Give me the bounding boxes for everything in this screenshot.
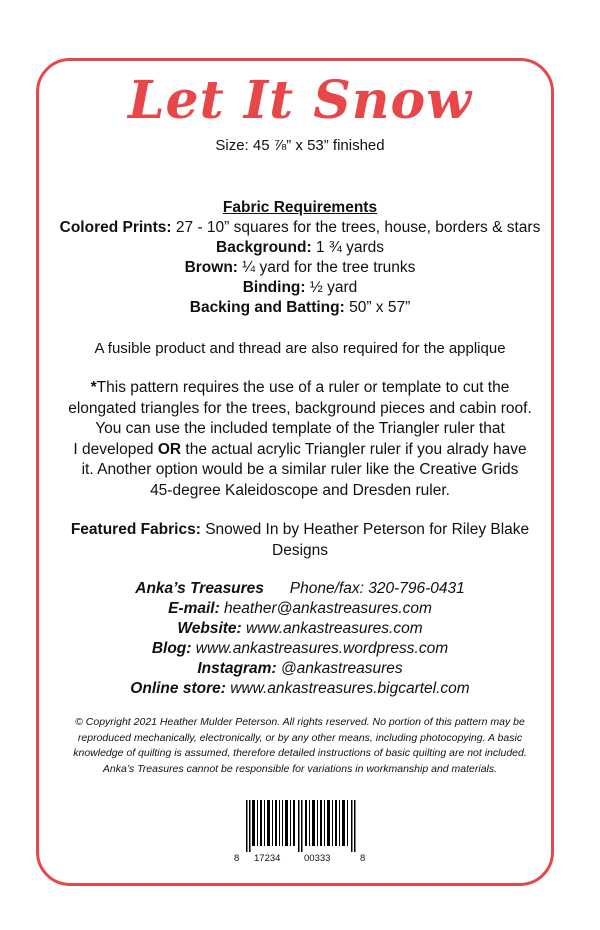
email-link[interactable]: heather@ankastreasures.com (219, 600, 432, 617)
featured-value: Snowed In by Heather Peterson for Riley Blake (200, 521, 530, 538)
ruler-note-line: You can use the included template of the Triangler ruler that (95, 420, 505, 437)
requirement-label: Background: (216, 239, 312, 256)
phone: Phone/fax: 320-796-0431 (289, 580, 465, 597)
ruler-note-line (0, 440, 600, 461)
instagram-label: Instagram: (197, 660, 277, 677)
ruler-note-line (0, 378, 600, 399)
requirement-label: Binding: (242, 279, 306, 296)
ruler-note-text: This pattern requires the use of a ruler or template to cut the (96, 379, 510, 396)
requirement-label: Backing and Batting: (189, 299, 345, 316)
fabric-requirements-heading: Fabric Requirements (222, 199, 378, 216)
ruler-note-line: 45-degree Kaleidoscope and Dresden ruler. (150, 481, 450, 499)
size-line: Size: 45 ⅞” x 53” finished (215, 137, 385, 154)
copyright-line: knowledge of quilting is assumed, therefore detailed instructions of basic quilting are not included. (73, 747, 527, 759)
requirement-value: 1 ¾ yards (311, 239, 384, 256)
requirement-brown (0, 259, 600, 277)
barcode-stripes (246, 800, 356, 852)
requirement-binding (0, 279, 600, 297)
requirement-value: 27 - 10” squares for the trees, house, borders & stars (171, 219, 541, 236)
ruler-note (0, 378, 600, 501)
ruler-note-line: it. Another option would be a similar ruler like the Creative Grids (81, 461, 519, 478)
email-label: E-mail: (168, 600, 220, 617)
featured-fabrics (0, 520, 600, 561)
requirement-value: 50” x 57” (344, 299, 411, 316)
contact-website (0, 620, 600, 638)
requirement-background (0, 239, 600, 257)
store-link[interactable]: www.ankastreasures.bigcartel.com (225, 680, 470, 697)
blog-link[interactable]: www.ankastreasures.wordpress.com (191, 640, 449, 657)
requirement-backing (0, 299, 600, 317)
requirement-label: Colored Prints: (59, 219, 172, 236)
or-emphasis: OR (157, 440, 182, 458)
contact-blog (0, 640, 600, 658)
company-name: Anka’s Treasures (135, 580, 264, 597)
barcode-digit-left: 8 (234, 853, 240, 864)
barcode-bars (246, 800, 356, 852)
ruler-note-line: elongated triangles for the trees, background pieces and cabin roof. (68, 399, 532, 417)
website-link[interactable]: www.ankastreasures.com (241, 620, 423, 637)
featured-label: Featured Fabrics: (70, 521, 201, 538)
featured-line: Designs (272, 541, 328, 559)
copyright-line: Anka’s Treasures cannot be responsible for variations in workmanship and materials. (102, 762, 498, 775)
featured-line (0, 520, 600, 541)
barcode-group-1: 17234 (254, 853, 281, 864)
contact-company (0, 580, 600, 598)
store-label: Online store: (130, 680, 226, 697)
copyright-notice (0, 715, 600, 777)
contact-instagram (0, 660, 600, 678)
requirement-label: Brown: (184, 259, 238, 276)
instagram-link[interactable]: @ankastreasures (276, 660, 403, 677)
barcode-group-2: 00333 (304, 853, 331, 864)
contact-email (0, 600, 600, 618)
ruler-note-text: the actual acrylic Triangler ruler if you alrady have (181, 440, 527, 458)
contact-store (0, 680, 600, 698)
website-label: Website: (177, 620, 242, 637)
copyright-line: reproduced mechanically, electronically, or by any other means, including photocopying. A basic (77, 731, 523, 744)
requirement-value: ½ yard (305, 279, 358, 296)
barcode (234, 800, 366, 870)
asterisk: * (90, 379, 97, 396)
page-title: Let It Snow (127, 70, 473, 131)
barcode-digit-right: 8 (360, 853, 366, 864)
fusible-note: A fusible product and thread are also required for the applique (94, 340, 506, 357)
copyright-line: © Copyright 2021 Heather Mulder Peterson. All rights reserved. No portion of this pattern may be (75, 716, 525, 728)
requirement-value: ¼ yard for the tree trunks (237, 259, 416, 276)
requirement-colored-prints (0, 219, 600, 237)
ruler-note-text: I developed (73, 440, 158, 458)
blog-label: Blog: (151, 640, 192, 657)
